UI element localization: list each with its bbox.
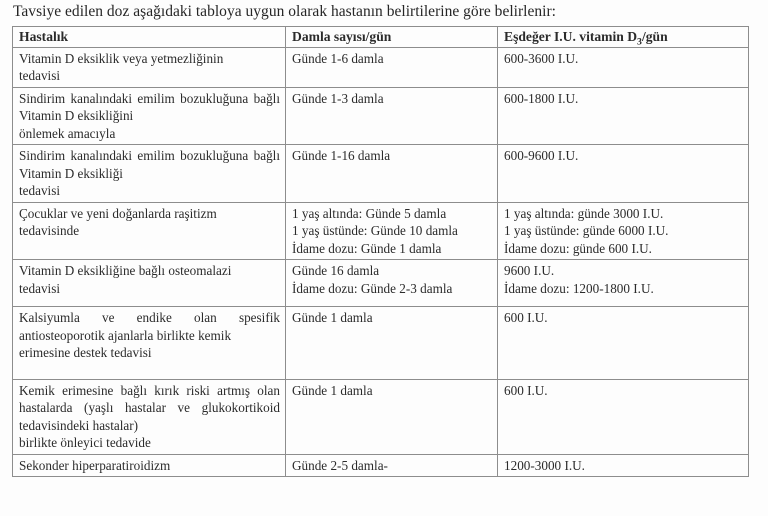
cell-disease	[13, 145, 286, 203]
cell-drops-per-day	[286, 454, 498, 477]
column-header-equivalent-iu	[498, 27, 749, 48]
column-header-equivalent-suffix: /gün	[641, 29, 668, 44]
drops-line: Günde 1 damla	[292, 310, 373, 325]
cell-equivalent-iu	[498, 454, 749, 477]
cell-drops-per-day	[286, 307, 498, 380]
disease-text: Kalsiyumla ve endike olan spesifik antiosteoporotik ajanlarla birlikte kemik	[19, 310, 280, 343]
column-header-equivalent-prefix: Eşdeğer I.U. vitamin D	[504, 29, 638, 44]
cell-equivalent-iu	[498, 307, 749, 380]
disease-text-last-line: tedavisinde	[19, 223, 80, 238]
cell-disease	[13, 47, 286, 87]
disease-text-last-line: tedavisi	[19, 280, 61, 296]
drops-line: Günde 1-3 damla	[292, 90, 384, 106]
cell-disease	[13, 202, 286, 260]
intro-paragraph: Tavsiye edilen doz aşağıdaki tabloya uygun olarak hastanın belirtilerine göre belirlenir:	[13, 3, 557, 20]
cell-drops-per-day	[286, 202, 498, 260]
drops-line: Günde 1-6 damla	[292, 50, 384, 66]
equivalent-line: 600-3600 I.U.	[504, 50, 579, 66]
drops-line: İdame dozu: Günde 2-3 damla	[292, 280, 453, 296]
column-header-disease: Hastalık	[13, 27, 286, 48]
cell-drops-per-day	[286, 260, 498, 307]
disease-text-last-line: Sekonder hiperparatiroidizm	[19, 457, 171, 473]
cell-equivalent-iu	[498, 202, 749, 260]
disease-text-last-line: birlikte önleyici tedavide	[19, 435, 151, 450]
table-row	[13, 145, 749, 203]
table-row	[13, 260, 749, 307]
disease-text-last-line: erimesine destek tedavisi	[19, 345, 152, 360]
table-row	[13, 307, 749, 380]
equivalent-line: 600-1800 I.U.	[504, 90, 579, 106]
cell-drops-per-day	[286, 87, 498, 145]
drops-line: 1 yaş üstünde: Günde 10 damla	[292, 223, 458, 238]
cell-disease	[13, 307, 286, 380]
drops-line: Günde 16 damla	[292, 263, 380, 278]
cell-equivalent-iu	[498, 145, 749, 203]
equivalent-line: 600 I.U.	[504, 310, 548, 325]
cell-drops-per-day	[286, 379, 498, 454]
equivalent-line: İdame dozu: 1200-1800 I.U.	[504, 280, 654, 296]
disease-text-last-line: önlemek amacıyla	[19, 125, 116, 141]
cell-disease	[13, 379, 286, 454]
disease-text: Vitamin D eksikliğine bağlı osteomalazi	[19, 263, 232, 278]
vitamin-d-subscript: 3	[637, 36, 642, 48]
dosage-table	[12, 26, 749, 477]
equivalent-line: 1 yaş altında: günde 3000 I.U.	[504, 205, 664, 221]
equivalent-line: 600 I.U.	[504, 382, 548, 398]
table-row	[13, 202, 749, 260]
cell-equivalent-iu	[498, 87, 749, 145]
cell-equivalent-iu	[498, 379, 749, 454]
equivalent-line: 1200-3000 I.U.	[504, 457, 585, 473]
cell-disease	[13, 87, 286, 145]
table-row	[13, 379, 749, 454]
disease-text: Vitamin D eksiklik veya yetmezliğinin	[19, 50, 224, 66]
cell-disease	[13, 454, 286, 477]
equivalent-line: 600-9600 I.U.	[504, 148, 579, 163]
table-header-row	[13, 27, 749, 48]
cell-equivalent-iu	[498, 260, 749, 307]
drops-line: 1 yaş altında: Günde 5 damla	[292, 205, 447, 221]
cell-equivalent-iu	[498, 47, 749, 87]
equivalent-line: 9600 I.U.	[504, 263, 555, 278]
table-row	[13, 454, 749, 477]
table-row	[13, 87, 749, 145]
drops-line: Günde 1 damla	[292, 382, 373, 398]
drops-line: Günde 1-16 damla	[292, 148, 391, 163]
equivalent-line: 1 yaş üstünde: günde 6000 I.U.	[504, 223, 669, 238]
disease-text: Sindirim kanalındaki emilim bozukluğuna bağlı Vitamin D eksikliğini	[19, 90, 280, 123]
cell-drops-per-day	[286, 145, 498, 203]
disease-text: Kemik erimesine bağlı kırık riski artmış olan hastalarda (yaşlı hastalar ve glukokortikoid tedavisindeki hastalar)	[19, 382, 280, 433]
column-header-drops: Damla sayısı/gün	[286, 27, 498, 48]
disease-text-last-line: tedavisi	[19, 183, 61, 198]
table-body	[13, 47, 749, 477]
cell-drops-per-day	[286, 47, 498, 87]
equivalent-line: İdame dozu: günde 600 I.U.	[504, 240, 652, 256]
cell-disease	[13, 260, 286, 307]
disease-text: Çocuklar ve yeni doğanlarda raşitizm	[19, 205, 217, 221]
disease-text-last-line: tedavisi	[19, 68, 61, 83]
disease-text: Sindirim kanalındaki emilim bozukluğuna bağlı Vitamin D eksikliği	[19, 148, 280, 181]
drops-line: İdame dozu: Günde 1 damla	[292, 240, 442, 256]
drops-line: Günde 2-5 damla-	[292, 457, 388, 473]
table-row	[13, 47, 749, 87]
